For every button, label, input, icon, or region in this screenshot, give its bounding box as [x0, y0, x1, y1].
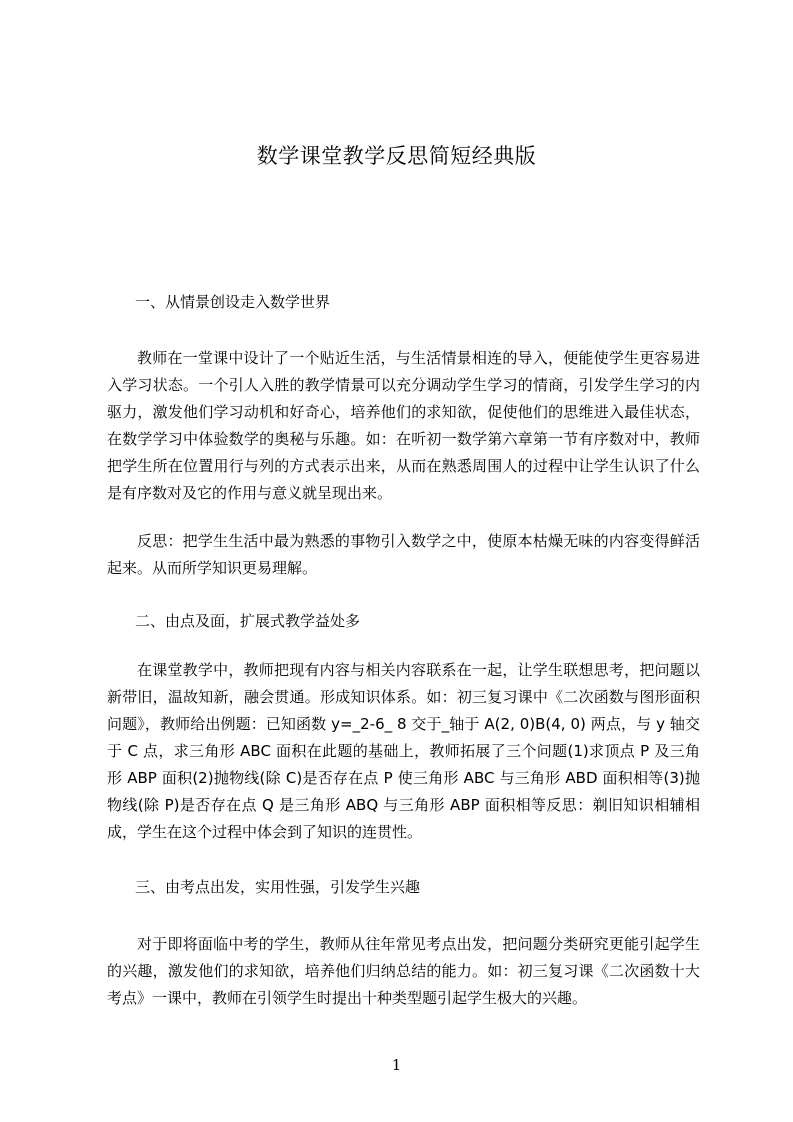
section-1-paragraph-1: 教师在一堂课中设计了一个贴近生活，与生活情景相连的导入，便能使学生更容易进入学习状态。一个引人入胜的教学情景可以充分调动学生学习的情商，引发学生学习的内驱力，激发他们学习动机和好奇心，培养他们的求知欲，促使他们的思维进入最佳状态，在数学学习中体验数学的奥秘与乐趣。如：在听初一数学第六章第一节有序数对中，教师把学生所在位置用行与列的方式表示出来，从而在熟悉周围人的过程中让学生认识了什么是有序数对及它的作用与意义就呈现出来。	[107, 349, 700, 502]
section-heading-1: 一、从情景创设走入数学世界	[135, 293, 331, 311]
section-heading-2: 二、由点及面，扩展式教学益处多	[135, 612, 361, 630]
page-title: 数学课堂教学反思简短经典版	[256, 144, 537, 168]
section-1-paragraph-2: 反思：把学生生活中最为熟悉的事物引入数学之中，使原本枯燥无味的内容变得鲜活起来。从而所学知识更易理解。	[107, 532, 700, 577]
section-3-paragraph-1: 对于即将面临中考的学生，教师从往年常见考点出发，把问题分类研究更能引起学生的兴趣，激发他们的求知欲，培养他们归纳总结的能力。如：初三复习课《二次函数十大考点》一课中，教师在引领学生时提出十种类型题引起学生极大的兴趣。	[107, 935, 700, 1007]
section-2-paragraph-1: 在课堂教学中，教师把现有内容与相关内容联系在一起，让学生联想思考，把问题以新带旧，温故知新，融会贯通。形成知识体系。如：初三复习课中《二次函数与图形面积问题》，教师给出例题：已知函数 y=_2-6_ 8 交于_轴于 A(2, 0)B(4, 0) 两点，与 y 轴交于 C 点，求三角形 ABC 面积在此题的基础上，教师拓展了三个问题(1)求顶点 P 及三角形 ABP 面积(2)抛物线(除 C)是否存在点 P 使三角形 ABC 与三角形 ABD 面积相等(3)抛物线(除 P)是否存在点 Q 是三角形 ABQ 与三角形 ABP 面积相等反思：剃旧知识相辅相成，学生在这个过程中体会到了知识的连贯性。	[107, 661, 700, 841]
page-number: 1	[391, 1056, 402, 1074]
section-heading-3: 三、由考点出发，实用性强，引发学生兴趣	[135, 878, 421, 896]
